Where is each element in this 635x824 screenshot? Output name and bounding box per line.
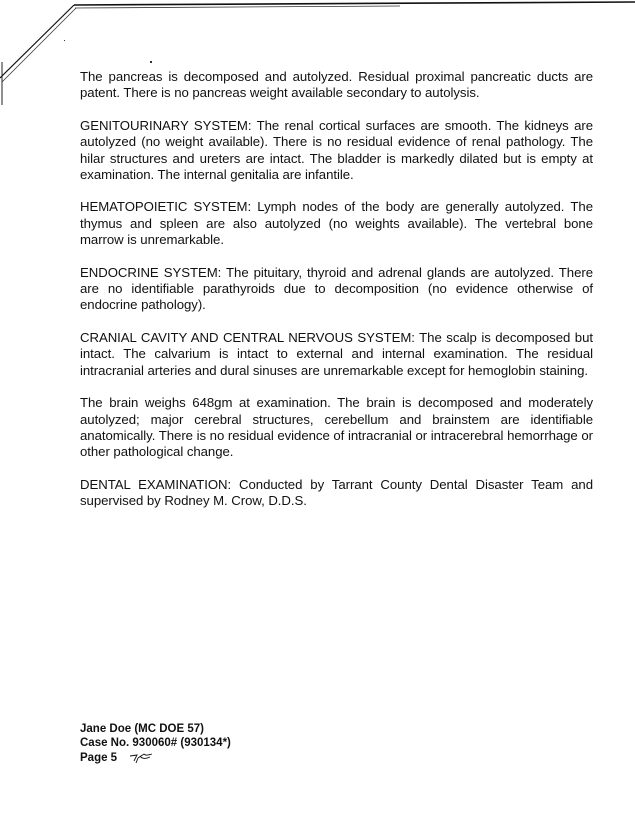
page-footer (80, 722, 231, 766)
case-number: Case No. 930060# (930134*) (80, 737, 231, 749)
scan-speck (150, 61, 152, 63)
report-body (80, 69, 593, 510)
paragraph-text: The scalp is decomposed but intact. The calvarium is intact to external and internal examination. The residual intracranial arteries and dural sinuses are unremarkable except for hemoglobin staining. (80, 329, 593, 378)
endocrine-paragraph (80, 265, 593, 314)
paragraph-text: Conducted by Tarrant County Dental Disaster Team and supervised by Rodney M. Crow, D.D.S. (80, 476, 593, 509)
genitourinary-paragraph (80, 118, 593, 184)
paragraph-heading: ENDOCRINE SYSTEM: (80, 264, 222, 280)
page-number: Page 5 (80, 752, 118, 765)
cranial-paragraph (80, 330, 593, 379)
paragraph-text: The pancreas is decomposed and autolyzed. Residual proximal pancreatic ducts are patent. There is no pancreas weight available secondary to autolysis. (80, 69, 593, 101)
paragraph-heading: CRANIAL CAVITY AND CENTRAL NERVOUS SYSTEM: (80, 329, 415, 345)
paragraph-heading: GENITOURINARY SYSTEM: (80, 117, 252, 133)
scan-speck (64, 40, 65, 41)
paragraph-text: The pituitary, thyroid and adrenal glands are autolyzed. There are no identifiable parathyroids due to decomposition (no evidence otherwise of endocrine pathology). (80, 264, 593, 313)
subject-name: Jane Doe (MC DOE 57) (80, 723, 204, 735)
paragraph-text: The brain weighs 648gm at examination. The brain is decomposed and moderately autolyzed; major cerebral structures, cerebellum and brainstem are identifiable anatomically. There is no residual evidence of intracranial or intracerebral hemorrhage or other pathological change. (80, 395, 593, 460)
handwritten-initials (128, 750, 158, 766)
paragraph-text: Lymph nodes of the body are generally autolyzed. The thymus and spleen are also autolyzed (no weights available). The vertebral bone marrow is unremarkable. (80, 199, 593, 248)
paragraph-heading: DENTAL EXAMINATION: (80, 476, 232, 492)
pancreas-paragraph (80, 69, 593, 102)
dental-paragraph (80, 477, 593, 510)
page-number-line (80, 750, 231, 766)
paragraph-heading: HEMATOPOIETIC SYSTEM: (80, 199, 252, 215)
brain-paragraph (80, 395, 593, 461)
paragraph-text: The renal cortical surfaces are smooth. The kidneys are autolyzed (no weight available). There is no residual evidence of renal pathology. The hilar structures and ureters are intact. The bladder is markedly dilated but is empty at examination. The internal genitalia are infantile. (80, 117, 594, 183)
hematopoietic-paragraph (80, 199, 593, 248)
